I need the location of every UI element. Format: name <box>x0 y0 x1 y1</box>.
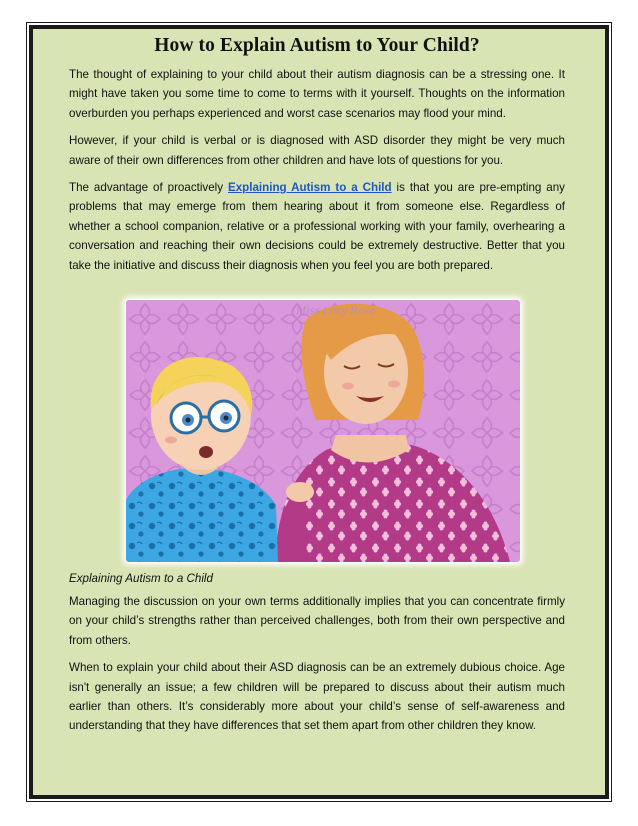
article-body <box>69 35 565 283</box>
explaining-autism-link[interactable]: Explaining Autism to a Child <box>227 181 392 195</box>
paragraph-1: The thought of explaining to your child about their autism diagnosis can be a stressing one. It might have taken you some time to come to terms with it yourself. Thoughts on the information overburden you perhaps experienced and worst case scenarios may flood your mind. <box>69 68 565 120</box>
paragraph-2: However, if your child is verbal or is diagnosed with ASD disorder they might be very much aware of their own differences from other children and have lots of questions for you. <box>69 134 565 167</box>
paragraph-4: Managing the discussion on your own terms additionally implies that you can concentrate firmly on your child’s strengths rather than perceived challenges, both from their own perspective and from others. <box>69 595 565 647</box>
image-caption: Explaining Autism to a Child <box>69 572 213 585</box>
image-signature: Miss Lucy Rose <box>296 306 375 317</box>
paragraph-3-text-start: The advantage of proactively <box>69 181 228 195</box>
paragraph-3-text-end: is that you are pre-empting any problems that may emerge from them hearing about it from someone else. Regardless of whether a school companion, relative or a professional working with your family, overhearing a conversation and reaching their own decisions could be extremely destructive. Better that you take the initiative and discuss their diagnosis when you feel you are both prepared. <box>69 181 565 272</box>
paragraph-3 <box>69 178 565 275</box>
paragraph-5: When to explain your child about their ASD diagnosis can be an extremely dubious choice. Age isn't generally an issue; a few children will be prepared to discuss about their autism much earlier than others. It’s considerably more about your child’s sense of self-awareness and understanding that they have differences that set them apart from other children they know. <box>69 661 565 733</box>
illustration-image <box>126 300 520 562</box>
page-title: How to Explain Autism to Your Child? <box>154 35 480 56</box>
article-body-lower <box>69 592 565 744</box>
